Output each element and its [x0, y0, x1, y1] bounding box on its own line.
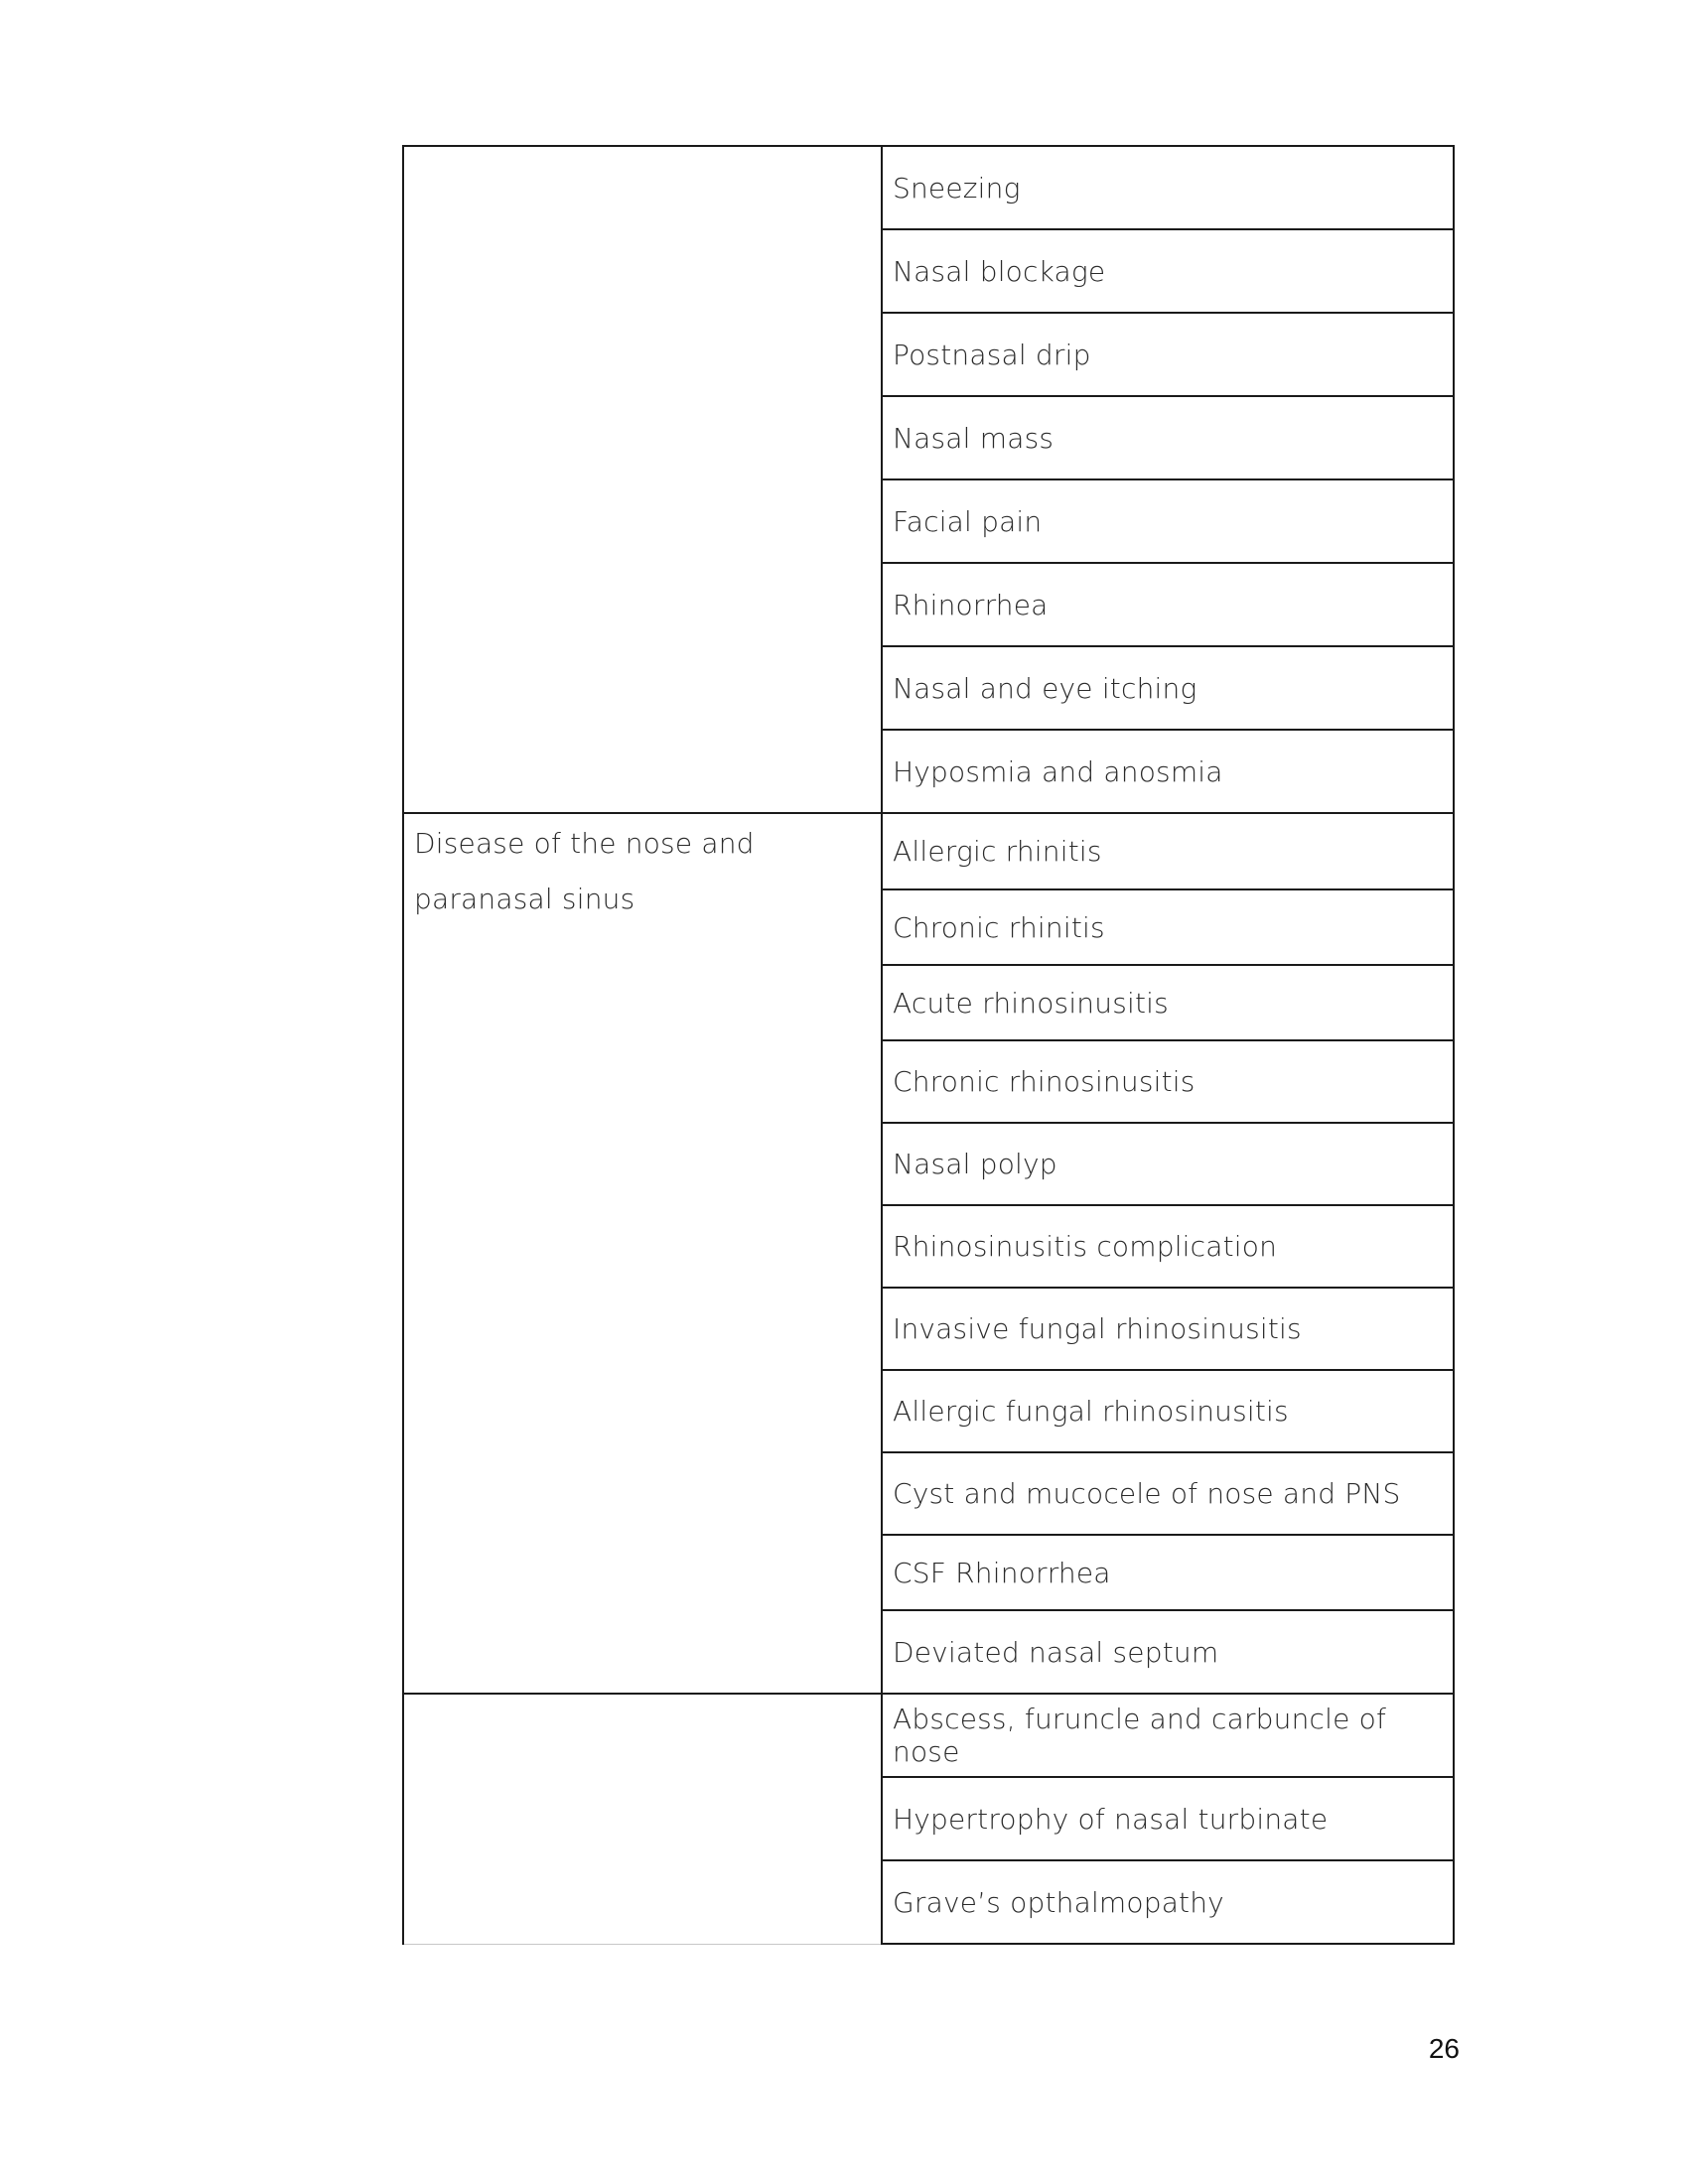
- list-item: Postnasal drip: [882, 313, 1454, 396]
- list-item: Allergic fungal rhinosinusitis: [882, 1370, 1454, 1452]
- list-item: Deviated nasal septum: [882, 1610, 1454, 1694]
- table-row: [403, 146, 1454, 229]
- list-item: Hypertrophy of nasal turbinate: [882, 1777, 1454, 1860]
- category-cell-nose-sinus: Disease of the nose and paranasal sinus: [403, 813, 882, 1694]
- list-item: Nasal mass: [882, 396, 1454, 479]
- list-item: Rhinosinusitis complication: [882, 1205, 1454, 1288]
- list-item: Hyposmia and anosmia: [882, 730, 1454, 813]
- list-item: Nasal polyp: [882, 1123, 1454, 1205]
- page-number: 26: [1428, 2033, 1460, 2064]
- list-item: CSF Rhinorrhea: [882, 1535, 1454, 1610]
- list-item: Allergic rhinitis: [882, 813, 1454, 889]
- list-item: Chronic rhinosinusitis: [882, 1040, 1454, 1123]
- list-item: Abscess, furuncle and carbuncle of nose: [882, 1694, 1454, 1777]
- list-item: Cyst and mucocele of nose and PNS: [882, 1452, 1454, 1535]
- list-item: Grave’s opthalmopathy: [882, 1860, 1454, 1944]
- list-item: Sneezing: [882, 146, 1454, 229]
- list-item: Rhinorrhea: [882, 563, 1454, 646]
- category-cell-symptoms: [403, 146, 882, 813]
- symptoms-diseases-table: [402, 145, 1455, 1945]
- table-row: [403, 1694, 1454, 1777]
- list-item: Facial pain: [882, 479, 1454, 563]
- category-cell-other: [403, 1694, 882, 1944]
- list-item: Nasal blockage: [882, 229, 1454, 313]
- list-item: Chronic rhinitis: [882, 889, 1454, 965]
- list-item: Nasal and eye itching: [882, 646, 1454, 730]
- table-row: [403, 813, 1454, 889]
- list-item: Invasive fungal rhinosinusitis: [882, 1288, 1454, 1370]
- list-item: Acute rhinosinusitis: [882, 965, 1454, 1040]
